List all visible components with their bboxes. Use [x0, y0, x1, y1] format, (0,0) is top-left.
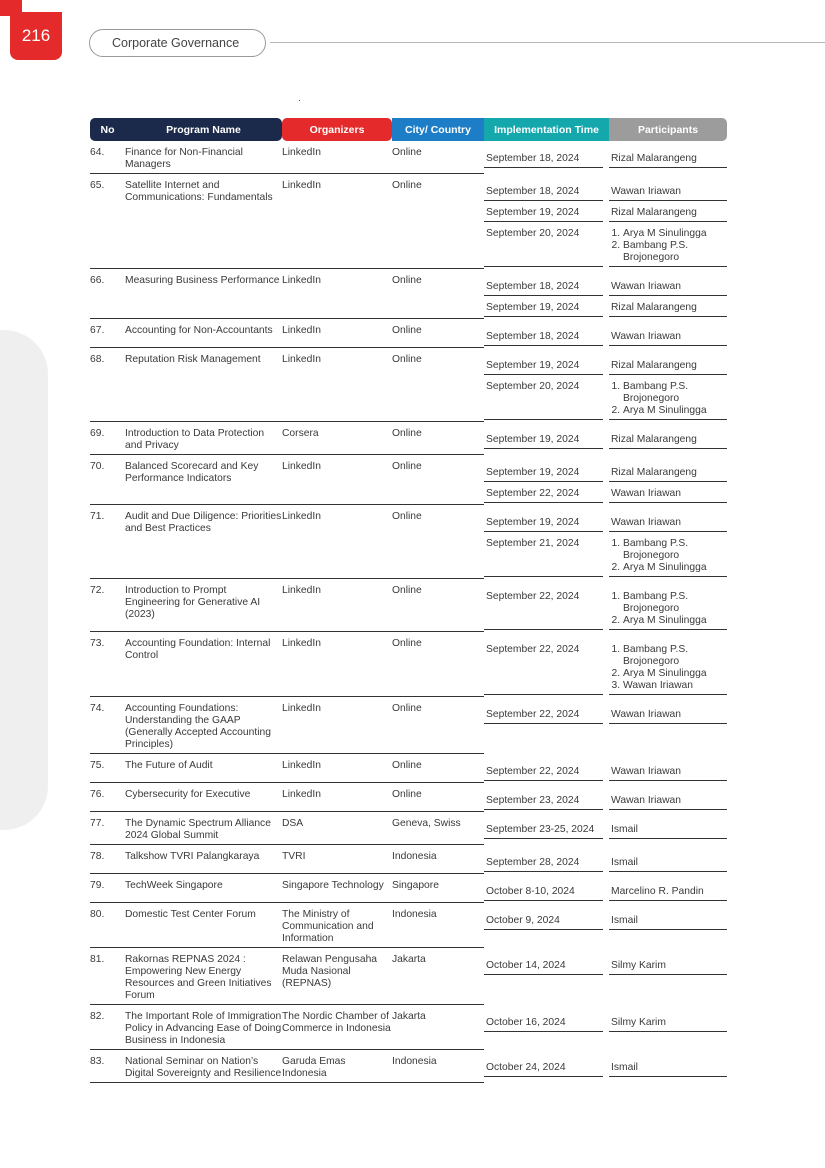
- table-row: [90, 812, 727, 845]
- participants-cell: [609, 948, 727, 1005]
- participants-cell: [609, 348, 727, 422]
- table-row: [90, 579, 727, 632]
- city-country: Online: [392, 783, 484, 812]
- implementation-time: September 23-25, 2024: [484, 818, 603, 839]
- city-country: Indonesia: [392, 845, 484, 874]
- implementation-time-cell: [484, 579, 609, 632]
- table-row: [90, 269, 727, 319]
- implementation-time: September 20, 2024: [484, 222, 603, 267]
- table-row: [90, 697, 727, 754]
- participant-group: [609, 851, 727, 872]
- participant-name: Wawan Iriawan: [611, 281, 682, 292]
- implementation-time-cell: [484, 697, 609, 754]
- participant-group: [609, 1011, 727, 1032]
- participants-cell: [609, 1005, 727, 1050]
- table-row: [90, 783, 727, 812]
- implementation-time-cell: [484, 845, 609, 874]
- header-no: No: [90, 118, 125, 141]
- participants-cell: [609, 874, 727, 903]
- participant-group: [609, 482, 727, 503]
- city-country: Indonesia: [392, 903, 484, 948]
- program-name: Domestic Test Center Forum: [125, 903, 282, 948]
- program-name: National Seminar on Nation’s Digital Sovereignty and Resilience: [125, 1050, 282, 1083]
- implementation-time-cell: [484, 903, 609, 948]
- implementation-time: September 18, 2024: [484, 180, 603, 201]
- organizer: LinkedIn: [282, 579, 392, 632]
- program-name: Audit and Due Diligence: Priorities and Best Practices: [125, 505, 282, 579]
- table-row: [90, 422, 727, 455]
- participants-cell: [609, 319, 727, 348]
- program-name: Satellite Internet and Communications: Fundamentals: [125, 174, 282, 269]
- implementation-time: September 19, 2024: [484, 354, 603, 375]
- table-header-row: [90, 118, 727, 141]
- implementation-time: September 18, 2024: [484, 147, 603, 168]
- city-country: Singapore: [392, 874, 484, 903]
- organizer: LinkedIn: [282, 632, 392, 697]
- participant-name: 2. Arya M Sinulingga: [623, 668, 725, 680]
- table-row: [90, 141, 727, 174]
- participant-name: 3. Wawan Iriawan: [623, 680, 725, 692]
- participant-name: Rizal Malarangeng: [611, 467, 697, 478]
- implementation-time: October 8-10, 2024: [484, 880, 603, 901]
- row-number: 82.: [90, 1005, 125, 1050]
- program-name: Cybersecurity for Executive: [125, 783, 282, 812]
- city-country: Online: [392, 632, 484, 697]
- participant-group: [609, 296, 727, 317]
- table-row: [90, 455, 727, 505]
- organizer: LinkedIn: [282, 348, 392, 422]
- header-organizers: Organizers: [282, 118, 392, 141]
- participants-cell: [609, 697, 727, 754]
- organizer: The Ministry of Communication and Information: [282, 903, 392, 948]
- organizer: The Nordic Chamber of Commerce in Indonesia: [282, 1005, 392, 1050]
- implementation-time: September 19, 2024: [484, 201, 603, 222]
- participant-name: Ismail: [611, 824, 638, 835]
- participant-group: [609, 354, 727, 375]
- participant-name: Wawan Iriawan: [611, 795, 682, 806]
- participant-group: [609, 789, 727, 810]
- row-number: 80.: [90, 903, 125, 948]
- city-country: Online: [392, 505, 484, 579]
- participant-group: [609, 147, 727, 168]
- implementation-time-cell: [484, 948, 609, 1005]
- program-name: Accounting Foundation: Internal Control: [125, 632, 282, 697]
- organizer: DSA: [282, 812, 392, 845]
- table-row: [90, 754, 727, 783]
- participant-name: Wawan Iriawan: [611, 709, 682, 720]
- participant-name: Rizal Malarangeng: [611, 360, 697, 371]
- implementation-time-cell: [484, 1050, 609, 1083]
- implementation-time-cell: [484, 754, 609, 783]
- training-program-table: [90, 118, 727, 1083]
- header-program-name: Program Name: [125, 118, 282, 141]
- participant-name: 1. Bambang P.S. Brojonegoro: [623, 381, 725, 405]
- city-country: Online: [392, 455, 484, 505]
- row-number: 68.: [90, 348, 125, 422]
- implementation-time: October 16, 2024: [484, 1011, 603, 1032]
- implementation-time: October 24, 2024: [484, 1056, 603, 1077]
- participants-cell: [609, 1050, 727, 1083]
- participant-group: [609, 222, 727, 267]
- implementation-time: September 22, 2024: [484, 482, 603, 503]
- implementation-time: September 23, 2024: [484, 789, 603, 810]
- participants-cell: [609, 269, 727, 319]
- organizer: LinkedIn: [282, 783, 392, 812]
- table-row: [90, 1050, 727, 1083]
- program-name: The Dynamic Spectrum Alliance 2024 Global Summit: [125, 812, 282, 845]
- row-number: 69.: [90, 422, 125, 455]
- implementation-time: September 18, 2024: [484, 325, 603, 346]
- implementation-time: September 18, 2024: [484, 275, 603, 296]
- participants-cell: [609, 141, 727, 174]
- participant-group: [609, 880, 727, 901]
- participant-name: Marcelino R. Pandin: [611, 886, 704, 897]
- participants-cell: [609, 632, 727, 697]
- program-name: Accounting Foundations: Understanding the GAAP (Generally Accepted Accounting Principles): [125, 697, 282, 754]
- implementation-time-cell: [484, 1005, 609, 1050]
- participant-name: Rizal Malarangeng: [611, 302, 697, 313]
- row-number: 64.: [90, 141, 125, 174]
- row-number: 78.: [90, 845, 125, 874]
- participant-name: 1. Bambang P.S. Brojonegoro: [623, 538, 725, 562]
- participants-cell: [609, 812, 727, 845]
- stray-dot: [299, 100, 300, 101]
- participant-name: 1. Bambang P.S. Brojonegoro: [623, 644, 725, 668]
- city-country: Online: [392, 174, 484, 269]
- implementation-time-cell: [484, 174, 609, 269]
- participant-group: [609, 818, 727, 839]
- implementation-time-cell: [484, 874, 609, 903]
- row-number: 75.: [90, 754, 125, 783]
- participants-cell: [609, 579, 727, 632]
- implementation-time-cell: [484, 505, 609, 579]
- implementation-time-cell: [484, 422, 609, 455]
- participant-name: Wawan Iriawan: [611, 488, 682, 499]
- organizer: LinkedIn: [282, 269, 392, 319]
- organizer: LinkedIn: [282, 455, 392, 505]
- participant-name: 2. Bambang P.S. Brojonegoro: [623, 240, 725, 264]
- participants-cell: [609, 505, 727, 579]
- implementation-time: September 22, 2024: [484, 638, 603, 695]
- table-row: [90, 1005, 727, 1050]
- implementation-time-cell: [484, 141, 609, 174]
- implementation-time-cell: [484, 455, 609, 505]
- table-row: [90, 874, 727, 903]
- program-name: Talkshow TVRI Palangkaraya: [125, 845, 282, 874]
- participant-group: [609, 909, 727, 930]
- participant-group: [609, 585, 727, 630]
- row-number: 74.: [90, 697, 125, 754]
- participant-group: [609, 760, 727, 781]
- side-decoration: [0, 330, 48, 830]
- participant-name: Rizal Malarangeng: [611, 207, 697, 218]
- participant-name: Wawan Iriawan: [611, 331, 682, 342]
- implementation-time-cell: [484, 348, 609, 422]
- page-number-badge: [10, 12, 62, 60]
- organizer: Corsera: [282, 422, 392, 455]
- organizer: TVRI: [282, 845, 392, 874]
- program-name: The Important Role of Immigration Policy in Advancing Ease of Doing Business in Indonesia: [125, 1005, 282, 1050]
- participant-group: [609, 532, 727, 577]
- row-number: 79.: [90, 874, 125, 903]
- city-country: Online: [392, 754, 484, 783]
- organizer: LinkedIn: [282, 141, 392, 174]
- organizer: LinkedIn: [282, 505, 392, 579]
- participants-cell: [609, 845, 727, 874]
- participant-name: 1. Bambang P.S. Brojonegoro: [623, 591, 725, 615]
- program-name: The Future of Audit: [125, 754, 282, 783]
- table-row: [90, 505, 727, 579]
- organizer: LinkedIn: [282, 319, 392, 348]
- row-number: 76.: [90, 783, 125, 812]
- participant-group: [609, 275, 727, 296]
- program-name: Finance for Non-Financial Managers: [125, 141, 282, 174]
- implementation-time: September 19, 2024: [484, 296, 603, 317]
- program-name: TechWeek Singapore: [125, 874, 282, 903]
- participant-name: Ismail: [611, 1062, 638, 1073]
- header-implementation-time: Implementation Time: [484, 118, 609, 141]
- participant-group: [609, 375, 727, 420]
- city-country: Online: [392, 579, 484, 632]
- row-number: 72.: [90, 579, 125, 632]
- implementation-time: September 22, 2024: [484, 760, 603, 781]
- participant-name: 2. Arya M Sinulingga: [623, 615, 725, 627]
- header-participants: Participants: [609, 118, 727, 141]
- row-number: 81.: [90, 948, 125, 1005]
- table-row: [90, 903, 727, 948]
- header-city-country: City/ Country: [392, 118, 484, 141]
- row-number: 70.: [90, 455, 125, 505]
- program-name: Rakornas REPNAS 2024 : Empowering New Energy Resources and Green Initiatives Forum: [125, 948, 282, 1005]
- participant-name: Rizal Malarangeng: [611, 434, 697, 445]
- implementation-time: September 19, 2024: [484, 428, 603, 449]
- participant-group: [609, 703, 727, 724]
- participant-group: [609, 511, 727, 532]
- organizer: LinkedIn: [282, 754, 392, 783]
- table-row: [90, 319, 727, 348]
- implementation-time: September 28, 2024: [484, 851, 603, 872]
- program-name: Accounting for Non-Accountants: [125, 319, 282, 348]
- implementation-time: September 19, 2024: [484, 461, 603, 482]
- section-title: Corporate Governance: [89, 29, 266, 57]
- table-row: [90, 845, 727, 874]
- participant-name: Silmy Karim: [611, 1017, 666, 1028]
- table-row: [90, 348, 727, 422]
- participant-group: [609, 954, 727, 975]
- implementation-time: September 22, 2024: [484, 585, 603, 630]
- implementation-time-cell: [484, 632, 609, 697]
- participant-name: 1. Arya M Sinulingga: [623, 228, 725, 240]
- participant-name: 2. Arya M Sinulingga: [623, 562, 725, 574]
- participants-cell: [609, 754, 727, 783]
- implementation-time-cell: [484, 783, 609, 812]
- participant-group: [609, 201, 727, 222]
- organizer: Relawan Pengusaha Muda Nasional (REPNAS): [282, 948, 392, 1005]
- implementation-time-cell: [484, 812, 609, 845]
- participant-name: Silmy Karim: [611, 960, 666, 971]
- header-divider: [270, 42, 825, 43]
- participant-group: [609, 638, 727, 695]
- table-row: [90, 632, 727, 697]
- implementation-time: October 9, 2024: [484, 909, 603, 930]
- row-number: 73.: [90, 632, 125, 697]
- row-number: 66.: [90, 269, 125, 319]
- city-country: Online: [392, 269, 484, 319]
- implementation-time: September 19, 2024: [484, 511, 603, 532]
- organizer: Singapore Technology: [282, 874, 392, 903]
- participant-group: [609, 428, 727, 449]
- program-name: Introduction to Data Protection and Privacy: [125, 422, 282, 455]
- implementation-time: October 14, 2024: [484, 954, 603, 975]
- participant-name: Wawan Iriawan: [611, 766, 682, 777]
- table-row: [90, 174, 727, 269]
- participant-group: [609, 1056, 727, 1077]
- participant-name: Rizal Malarangeng: [611, 153, 697, 164]
- row-number: 83.: [90, 1050, 125, 1083]
- participant-name: Wawan Iriawan: [611, 517, 682, 528]
- program-name: Reputation Risk Management: [125, 348, 282, 422]
- implementation-time: September 21, 2024: [484, 532, 603, 577]
- table-row: [90, 948, 727, 1005]
- participants-cell: [609, 422, 727, 455]
- implementation-time-cell: [484, 269, 609, 319]
- implementation-time-cell: [484, 319, 609, 348]
- participant-group: [609, 180, 727, 201]
- participants-cell: [609, 783, 727, 812]
- participant-group: [609, 325, 727, 346]
- participant-name: 2. Arya M Sinulingga: [623, 405, 725, 417]
- city-country: Online: [392, 319, 484, 348]
- organizer: Garuda Emas Indonesia: [282, 1050, 392, 1083]
- city-country: Jakarta: [392, 948, 484, 1005]
- program-name: Balanced Scorecard and Key Performance Indicators: [125, 455, 282, 505]
- implementation-time: September 22, 2024: [484, 703, 603, 724]
- participant-name: Ismail: [611, 857, 638, 868]
- participants-cell: [609, 174, 727, 269]
- city-country: Indonesia: [392, 1050, 484, 1083]
- city-country: Jakarta: [392, 1005, 484, 1050]
- participants-cell: [609, 903, 727, 948]
- city-country: Online: [392, 348, 484, 422]
- participant-name: Ismail: [611, 915, 638, 926]
- city-country: Online: [392, 422, 484, 455]
- participant-name: Wawan Iriawan: [611, 186, 682, 197]
- organizer: LinkedIn: [282, 697, 392, 754]
- row-number: 77.: [90, 812, 125, 845]
- row-number: 65.: [90, 174, 125, 269]
- program-name: Measuring Business Performance: [125, 269, 282, 319]
- organizer: LinkedIn: [282, 174, 392, 269]
- participants-cell: [609, 455, 727, 505]
- participant-group: [609, 461, 727, 482]
- city-country: Online: [392, 141, 484, 174]
- implementation-time: September 20, 2024: [484, 375, 603, 420]
- city-country: Geneva, Swiss: [392, 812, 484, 845]
- page-number: 216: [21, 26, 51, 45]
- program-name: Introduction to Prompt Engineering for Generative AI (2023): [125, 579, 282, 632]
- row-number: 71.: [90, 505, 125, 579]
- row-number: 67.: [90, 319, 125, 348]
- city-country: Online: [392, 697, 484, 754]
